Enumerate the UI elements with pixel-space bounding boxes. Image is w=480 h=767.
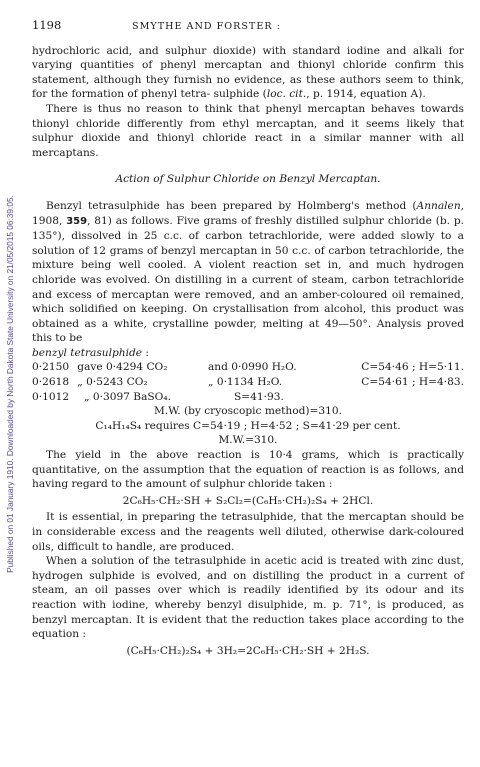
product-weight: and 0·0990 H₂O. — [207, 361, 297, 374]
paragraph-conclusion: There is thus no reason to think that phenyl mercaptan behaves towards thionyl chloride differently from ethyl mercaptan, and it seems likely that sulphur dioxide and thionyl chloride react in a similar manner with all mercaptans. — [32, 102, 464, 159]
text-fragment: Benzyl tetrasulphide has been prepared by Holmberg's method — [46, 199, 407, 212]
text-fragment: ( — [412, 199, 417, 212]
product-weight: „ 0·1134 H₂O. — [207, 376, 283, 389]
download-notice-text: Published on 01 January 1910. Downloaded by North Dakota State University on 21/05/2015 06:39:05. — [5, 194, 16, 573]
analysis-row — [32, 390, 464, 405]
section-heading: Action of Sulphur Chloride on Benzyl Mercaptan. — [115, 173, 381, 186]
analysis-row — [32, 375, 464, 390]
result: C=54·61 ; H=4·83. — [361, 376, 464, 389]
paragraph-preparation — [32, 199, 464, 361]
page-number: 1198 — [32, 18, 62, 32]
text-fragment: : — [142, 346, 149, 359]
requires-line: C₁₄H₁₄S₄ requires C=54·19 ; H=4·52 ; S=41·29 per cent. — [95, 419, 401, 432]
text-fragment: , 1908, — [32, 199, 465, 227]
journal-name: Annalen — [416, 199, 461, 212]
paragraph-note: It is essential, in preparing the tetrasulphide, that the mercaptan should be in considerable excess and the reagents well diluted, otherwise dark-coloured oils, difficult to handle, are produced. — [32, 511, 464, 553]
reaction-equation: 2C₆H₅·CH₂·SH + S₂Cl₂=(C₆H₅·CH₂)₂S₄ + 2HCl. — [122, 494, 374, 507]
molecular-weight-found: M.W. (by cryoscopic method)=310. — [154, 405, 342, 418]
text-fragment: sulphide ( — [213, 88, 267, 101]
text-fragment: , 81) as follows. Five grams of freshly distilled sulphur chloride (b. p. 135°), dissolved in 25 c.c. of carbon tetrachloride, were added slowly to a solution of 12 grams of benzyl mercaptan in 50 c.c. of carbon tetrachloride, the mixture being well cooled. A violent reaction set in, and much hydrogen chloride was evolved. On distilling in a current of steam, carbon tetrachloride and excess of mercaptan were removed, and an amber-coloured oil remained, which solidified on keeping. On crystallisation from alcohol, this product was obtained as a white, crystalline powder, melting at 49—50°. Analysis proved this to be — [32, 214, 464, 345]
reduction-equation: (C₆H₅·CH₂)₂S₄ + 3H₂=2C₆H₅·CH₂·SH + 2H₂S. — [126, 644, 370, 657]
product-weight: gave 0·4294 CO₂ — [77, 361, 168, 374]
text-line: alkali for varying quantities of phenyl mercaptan and thionyl — [32, 44, 464, 72]
page-body — [32, 18, 464, 660]
volume-number: 359 — [66, 215, 88, 227]
result: C=54·46 ; H=5·11. — [361, 361, 464, 374]
text-fragment: , p. 1914, equation A). — [306, 88, 426, 101]
text-line: hydrochloric acid, and sulphur dioxide) with standard iodine and — [32, 44, 407, 57]
download-notice — [2, 0, 18, 767]
analysis-row — [32, 360, 464, 375]
result: S=41·93. — [234, 390, 284, 403]
running-title: SMYTHE AND FORSTER : — [132, 21, 281, 32]
sample-weight: 0·2150 — [32, 361, 70, 374]
sample-weight: 0·1012 — [32, 390, 70, 403]
text-line: as these authors seem to think, for the formation of phenyl tetra- — [32, 73, 465, 101]
product-weight: „ 0·5243 CO₂ — [77, 376, 148, 389]
analysis-table — [32, 360, 464, 448]
running-header — [32, 18, 464, 35]
paragraph-continuation — [32, 44, 464, 102]
citation: loc. cit. — [266, 88, 307, 101]
product-weight: „ 0·3097 BaSO₄. — [84, 390, 171, 403]
paragraph-yield: The yield in the above reaction is 10·4 grams, which is practically quantitative, on the assumption that the equation of reaction is as follows, and having regard to the amount of sulphur chloride taken : — [32, 449, 464, 491]
text-line: chloride confirm this statement, although they furnish no evidence, — [32, 59, 464, 86]
compound-name: benzyl tetrasulphide — [32, 346, 143, 359]
molecular-weight-calculated: M.W.=310. — [218, 434, 278, 447]
paragraph-reduction: When a solution of the tetrasulphide in acetic acid is treated with zinc dust, hydrogen sulphide is evolved, and on distilling the product in a current of steam, an oil passes over which is readily identified by its odour and its reaction with iodine, whereby benzyl disulphide, m. p. 71°, is produced, as benzyl mercaptan. It is evident that the reduction takes place according to the equation : — [32, 555, 464, 641]
sample-weight: 0·2618 — [32, 376, 70, 389]
